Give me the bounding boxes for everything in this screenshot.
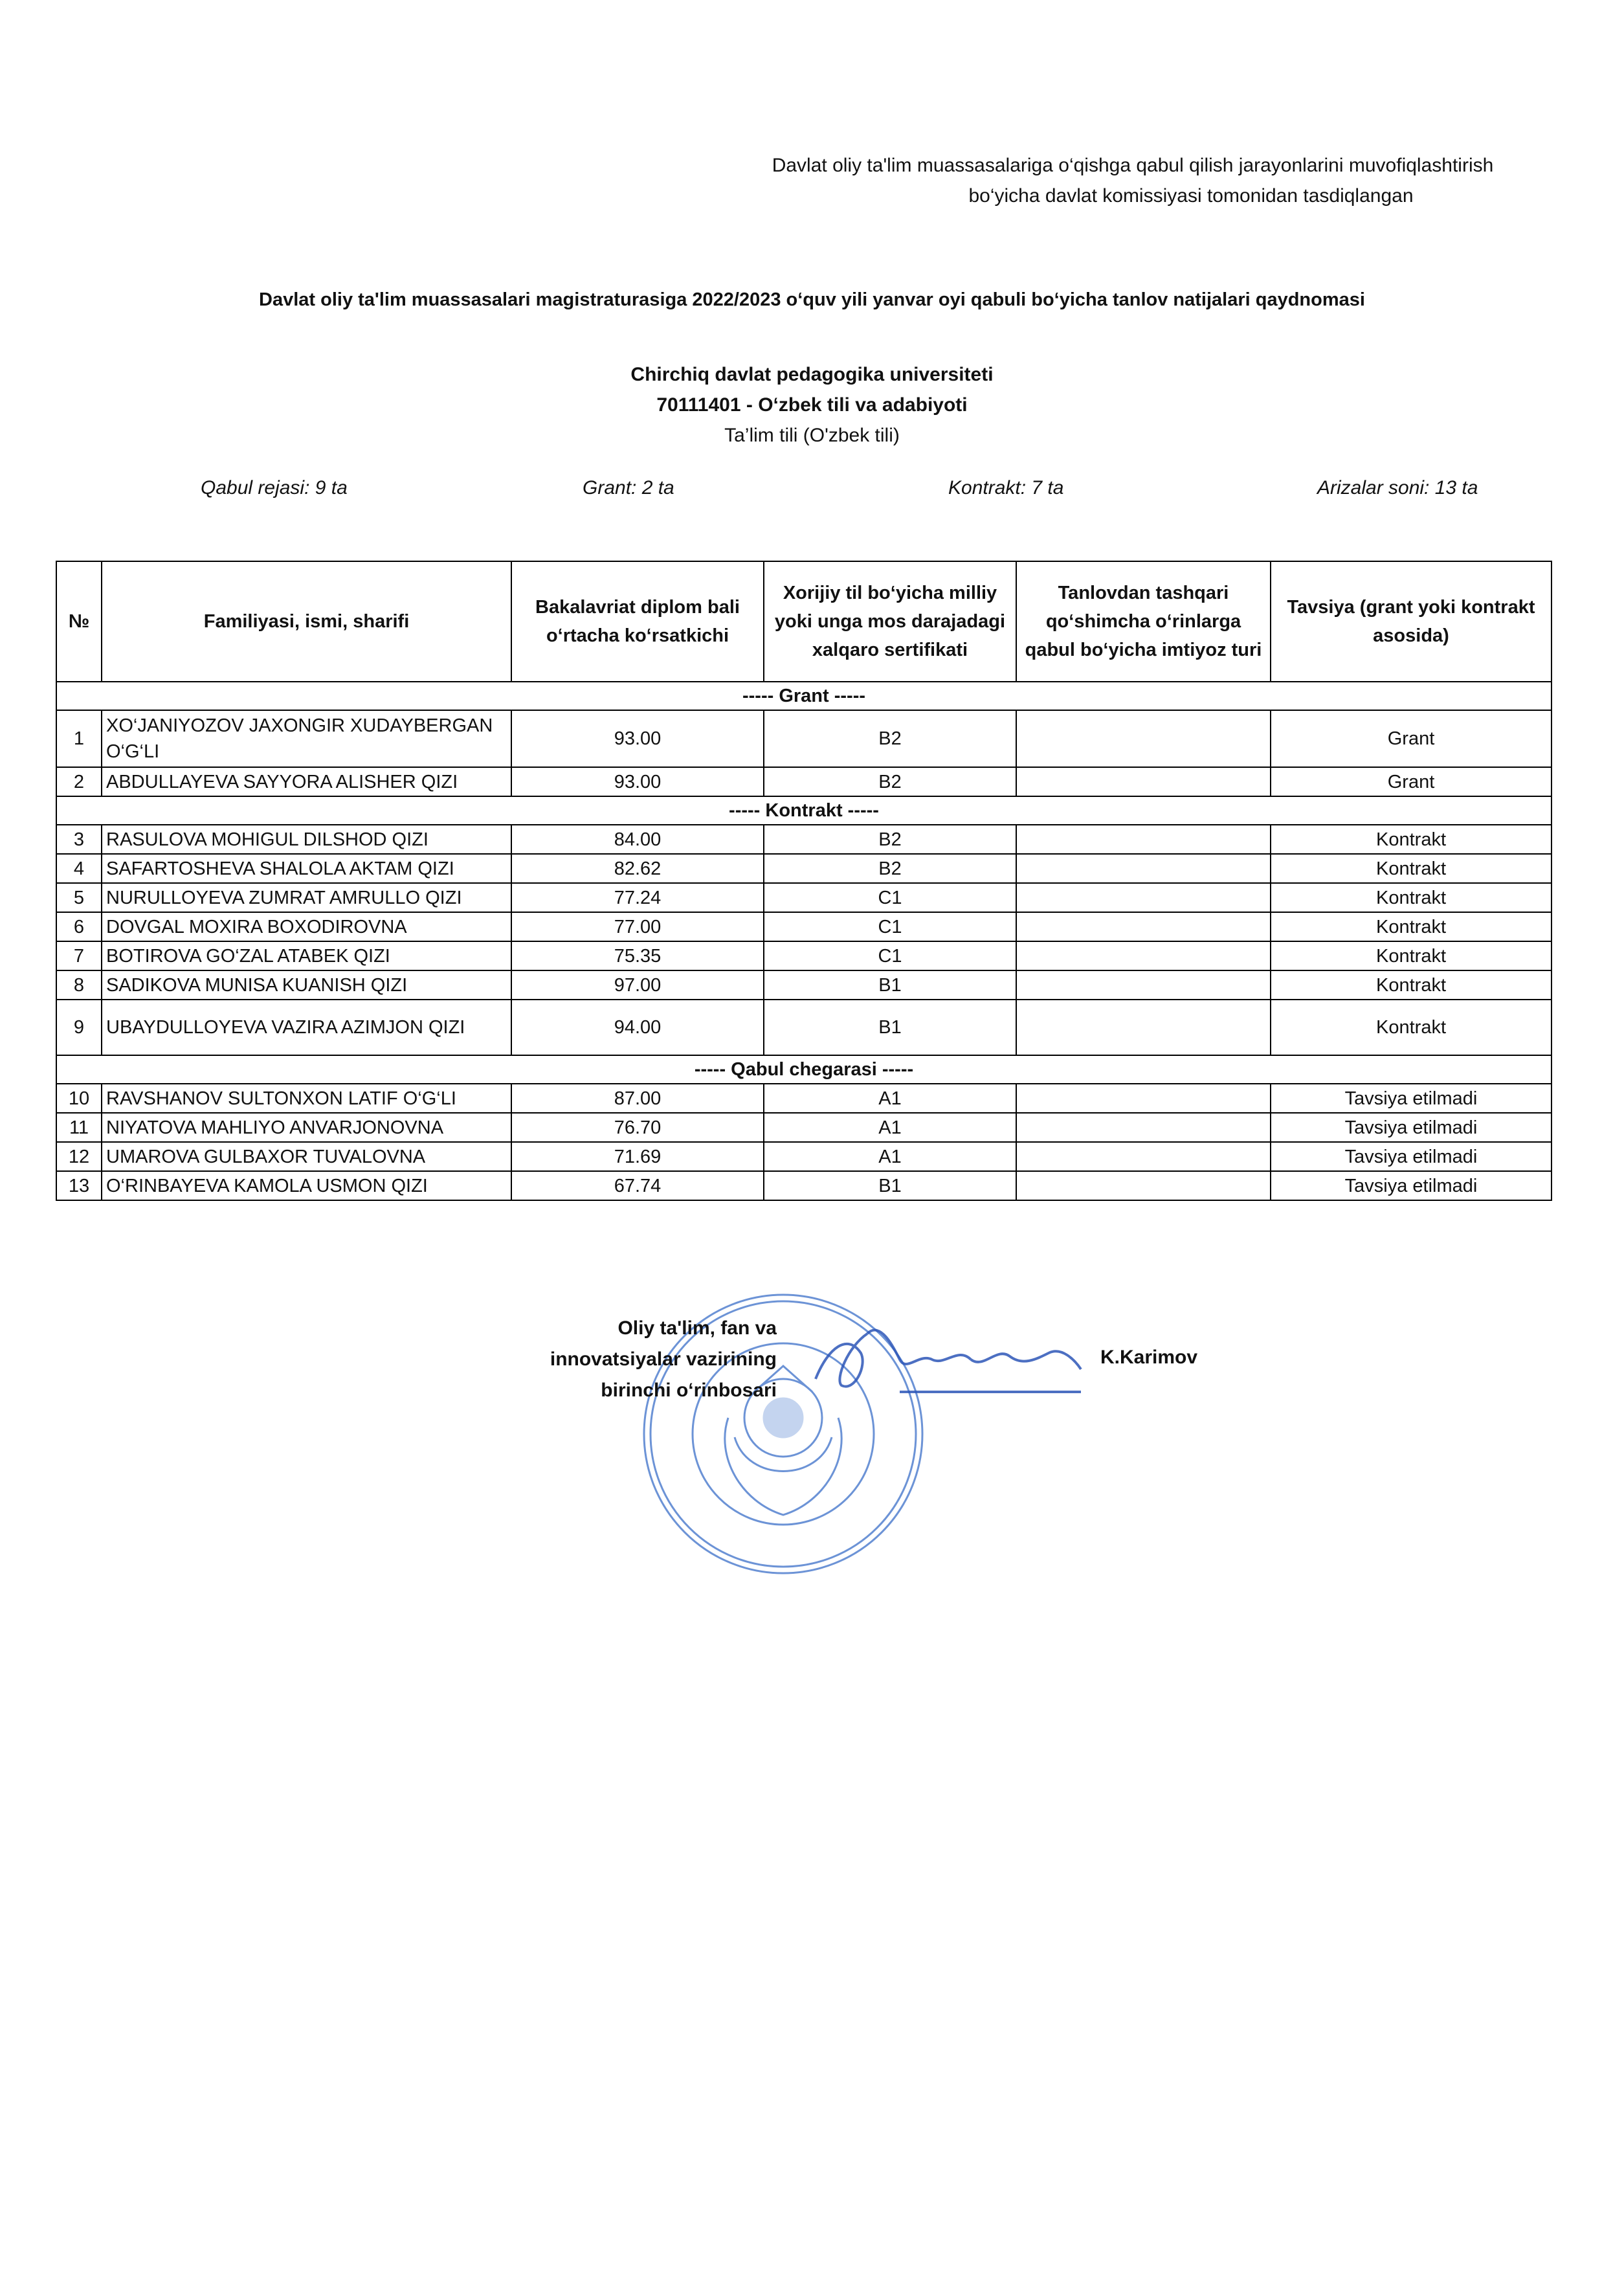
cell-num: 13: [56, 1171, 102, 1200]
cell-rec: Kontrakt: [1271, 1000, 1552, 1055]
signatory-line-2: innovatsiyalar vazirining: [550, 1349, 777, 1370]
cell-cert: C1: [764, 912, 1016, 941]
cell-num: 10: [56, 1084, 102, 1113]
cell-num: 6: [56, 912, 102, 941]
cell-privilege: [1016, 970, 1271, 1000]
cell-name: XO‘JANIYOZOV JAXONGIR XUDAYBERGAN O‘G‘LI: [102, 710, 511, 767]
cell-num: 1: [56, 710, 102, 767]
table-row: [56, 912, 1552, 941]
table-row: [56, 1084, 1552, 1113]
table-row: [56, 1171, 1552, 1200]
cell-name: NIYATOVA MAHLIYO ANVARJONOVNA: [102, 1113, 511, 1142]
document-title: Davlat oliy ta'lim muassasalari magistraturasiga 2022/2023 o‘quv yili yanvar oyi qabuli bo‘yicha tanlov natijalari qaydnomasi: [259, 289, 1365, 310]
cell-num: 3: [56, 825, 102, 854]
approval-note: [712, 150, 1553, 211]
table-header-row: [56, 561, 1552, 682]
section-label: ----- Kontrakt -----: [56, 796, 1552, 825]
header-score: Bakalavriat diplom bali o‘rtacha ko‘rsatkichi: [511, 561, 764, 682]
cell-num: 12: [56, 1142, 102, 1171]
cell-rec: Tavsiya etilmadi: [1271, 1113, 1552, 1142]
cell-num: 5: [56, 883, 102, 912]
cell-cert: B2: [764, 854, 1016, 883]
cell-privilege: [1016, 883, 1271, 912]
cell-cert: B1: [764, 1171, 1016, 1200]
cell-score: 93.00: [511, 767, 764, 796]
cell-privilege: [1016, 710, 1271, 767]
cell-rec: Kontrakt: [1271, 941, 1552, 970]
table-row: [56, 825, 1552, 854]
cell-privilege: [1016, 912, 1271, 941]
cell-score: 94.00: [511, 1000, 764, 1055]
teaching-language: Ta’lim tili (O'zbek tili): [724, 425, 900, 446]
cell-num: 8: [56, 970, 102, 1000]
cell-rec: Kontrakt: [1271, 825, 1552, 854]
cell-name: RAVSHANOV SULTONXON LATIF O‘G‘LI: [102, 1084, 511, 1113]
institution-name: Chirchiq davlat pedagogika universiteti: [630, 364, 994, 385]
cell-rec: Grant: [1271, 767, 1552, 796]
cell-name: RASULOVA MOHIGUL DILSHOD QIZI: [102, 825, 511, 854]
cell-name: ABDULLAYEVA SAYYORA ALISHER QIZI: [102, 767, 511, 796]
cell-rec: Kontrakt: [1271, 970, 1552, 1000]
cell-cert: B2: [764, 710, 1016, 767]
cell-privilege: [1016, 1000, 1271, 1055]
cell-score: 75.35: [511, 941, 764, 970]
table-row: [56, 1142, 1552, 1171]
cell-num: 7: [56, 941, 102, 970]
header-privilege: Tanlovdan tashqari qo‘shimcha o‘rinlarga qabul bo‘yicha imtiyoz turi: [1016, 561, 1271, 682]
cell-privilege: [1016, 825, 1271, 854]
stat-applications: Arizalar soni: 13 ta: [1317, 477, 1478, 498]
cell-cert: B2: [764, 767, 1016, 796]
cell-score: 77.00: [511, 912, 764, 941]
cell-privilege: [1016, 854, 1271, 883]
cell-rec: Kontrakt: [1271, 883, 1552, 912]
cell-privilege: [1016, 1142, 1271, 1171]
table-row: [56, 710, 1552, 767]
cell-rec: Tavsiya etilmadi: [1271, 1142, 1552, 1171]
program-code: 70111401 - O‘zbek tili va adabiyoti: [656, 394, 968, 416]
signatory-title: [505, 1313, 777, 1406]
stat-plan: Qabul rejasi: 9 ta: [201, 477, 348, 498]
cell-num: 11: [56, 1113, 102, 1142]
institution-block: [0, 359, 1624, 451]
cell-score: 71.69: [511, 1142, 764, 1171]
signatory-line-1: Oliy ta'lim, fan va: [617, 1317, 777, 1339]
cell-rec: Grant: [1271, 710, 1552, 767]
cell-privilege: [1016, 1084, 1271, 1113]
cell-cert: C1: [764, 941, 1016, 970]
cell-rec: Kontrakt: [1271, 912, 1552, 941]
signatory-name: K.Karimov: [1100, 1347, 1198, 1368]
cell-score: 93.00: [511, 710, 764, 767]
header-num: №: [56, 561, 102, 682]
cell-num: 9: [56, 1000, 102, 1055]
cell-rec: Tavsiya etilmadi: [1271, 1084, 1552, 1113]
approval-line-1: Davlat oliy ta'lim muassasalariga o‘qishga qabul qilish jarayonlarini muvofiqlashtirish: [772, 155, 1494, 176]
cell-privilege: [1016, 1113, 1271, 1142]
section-contract: [56, 796, 1552, 825]
cell-name: SAFARTOSHEVA SHALOLA AKTAM QIZI: [102, 854, 511, 883]
cell-name: NURULLOYEVA ZUMRAT AMRULLO QIZI: [102, 883, 511, 912]
cell-name: SADIKOVA MUNISA KUANISH QIZI: [102, 970, 511, 1000]
section-threshold: [56, 1055, 1552, 1084]
cell-cert: B1: [764, 970, 1016, 1000]
cell-rec: Tavsiya etilmadi: [1271, 1171, 1552, 1200]
stat-grant: Grant: 2 ta: [583, 477, 674, 498]
table-row: [56, 1000, 1552, 1055]
stat-contract: Kontrakt: 7 ta: [948, 477, 1064, 498]
table-row: [56, 1113, 1552, 1142]
cell-score: 82.62: [511, 854, 764, 883]
approval-line-2: bo‘yicha davlat komissiyasi tomonidan tasdiqlangan: [968, 185, 1414, 207]
cell-name: O‘RINBAYEVA KAMOLA USMON QIZI: [102, 1171, 511, 1200]
header-name: Familiyasi, ismi, sharifi: [102, 561, 511, 682]
cell-cert: B2: [764, 825, 1016, 854]
cell-score: 77.24: [511, 883, 764, 912]
cell-cert: B1: [764, 1000, 1016, 1055]
cell-rec: Kontrakt: [1271, 854, 1552, 883]
signatory-line-3: birinchi o‘rinbosari: [601, 1380, 777, 1401]
header-recommendation: Tavsiya (grant yoki kontrakt asosida): [1271, 561, 1552, 682]
cell-name: UBAYDULLOYEVA VAZIRA AZIMJON QIZI: [102, 1000, 511, 1055]
cell-privilege: [1016, 941, 1271, 970]
cell-score: 67.74: [511, 1171, 764, 1200]
header-cert: Xorijiy til bo‘yicha milliy yoki unga mos darajadagi xalqaro sertifikati: [764, 561, 1016, 682]
cell-cert: A1: [764, 1142, 1016, 1171]
section-grant: [56, 682, 1552, 710]
cell-cert: C1: [764, 883, 1016, 912]
cell-name: UMAROVA GULBAXOR TUVALOVNA: [102, 1142, 511, 1171]
table-row: [56, 854, 1552, 883]
section-label: ----- Grant -----: [56, 682, 1552, 710]
table-row: [56, 883, 1552, 912]
table-row: [56, 941, 1552, 970]
cell-score: 87.00: [511, 1084, 764, 1113]
cell-score: 84.00: [511, 825, 764, 854]
cell-privilege: [1016, 767, 1271, 796]
cell-score: 76.70: [511, 1113, 764, 1142]
cell-num: 2: [56, 767, 102, 796]
cell-cert: A1: [764, 1084, 1016, 1113]
results-table: [56, 561, 1552, 1201]
cell-num: 4: [56, 854, 102, 883]
section-label: ----- Qabul chegarasi -----: [56, 1055, 1552, 1084]
cell-name: DOVGAL MOXIRA BOXODIROVNA: [102, 912, 511, 941]
table-row: [56, 970, 1552, 1000]
cell-name: BOTIROVA GO‘ZAL ATABEK QIZI: [102, 941, 511, 970]
table-row: [56, 767, 1552, 796]
cell-cert: A1: [764, 1113, 1016, 1142]
cell-privilege: [1016, 1171, 1271, 1200]
cell-score: 97.00: [511, 970, 764, 1000]
handwritten-signature: [803, 1308, 1087, 1424]
